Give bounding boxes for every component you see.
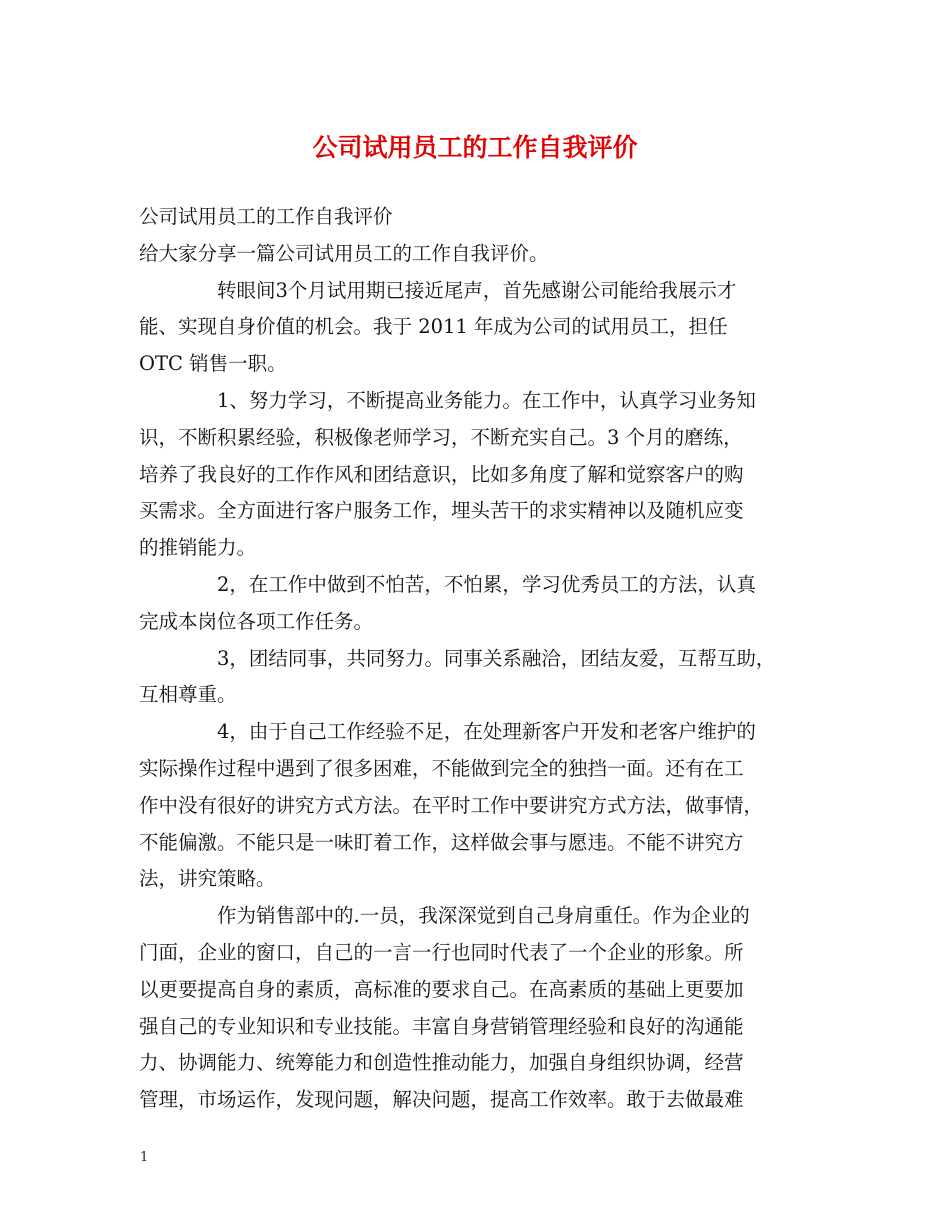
body-line: 完成本岗位各项工作任务。	[139, 609, 374, 633]
body-line: 买需求。全方面进行客户服务工作，埋头苦干的求实精神以及随机应变	[139, 499, 744, 523]
body-line: 力、协调能力、统筹能力和创造性推动能力，加强自身组织协调，经营	[139, 1051, 744, 1075]
body-line: 的推销能力。	[139, 536, 257, 560]
document-body	[139, 199, 819, 1119]
body-line: 互相尊重。	[139, 683, 237, 707]
body-line: 强自己的专业知识和专业技能。丰富自身营销管理经验和良好的沟通能	[139, 1014, 744, 1038]
body-line: 作中没有很好的讲究方式方法。在平时工作中要讲究方式方法，做事情，	[139, 793, 764, 817]
body-line: 实际操作过程中遇到了很多困难，不能做到完全的独挡一面。还有在工	[139, 756, 744, 780]
body-line: 给大家分享一篇公司试用员工的工作自我评价。	[139, 241, 549, 265]
body-line: 管理，市场运作，发现问题，解决问题，提高工作效率。敢于去做最难	[139, 1088, 744, 1112]
body-line: 法，讲究策略。	[139, 867, 276, 891]
body-line: 门面，企业的窗口，自己的一言一行也同时代表了一个企业的形象。所	[139, 940, 744, 964]
paragraph-start-line: 4，由于自己工作经验不足，在处理新客户开发和老客户维护的	[217, 720, 756, 744]
body-line: 识，不断积累经验，积极像老师学习，不断充实自己。3 个月的磨练，	[139, 425, 743, 449]
paragraph-start-line: 2，在工作中做到不怕苦，不怕累，学习优秀员工的方法，认真	[217, 572, 756, 596]
document-title: 公司试用员工的工作自我评价	[312, 133, 638, 162]
body-line: 能、实现自身价值的机会。我于 2011 年成为公司的试用员工，担任	[139, 315, 728, 339]
body-line: 公司试用员工的工作自我评价	[139, 205, 393, 228]
page-number: 1	[140, 1150, 149, 1165]
body-line: OTC 销售一职。	[139, 352, 287, 376]
paragraph-start-line: 3，团结同事，共同努力。同事关系融洽，团结友爱，互帮互助，	[217, 646, 776, 670]
paragraph-start-line: 作为销售部中的.一员，我深深觉到自己身肩重任。作为企业的	[217, 904, 750, 928]
body-line: 不能偏激。不能只是一味盯着工作，这样做会事与愿违。不能不讲究方	[139, 830, 744, 854]
body-line: 以更要提高自身的素质，高标准的要求自己。在高素质的基础上更要加	[139, 977, 744, 1001]
body-line: 培养了我良好的工作作风和团结意识，比如多角度了解和觉察客户的购	[139, 462, 744, 486]
paragraph-start-line: 转眼间3个月试用期已接近尾声，首先感谢公司能给我展示才	[217, 278, 737, 302]
paragraph-start-line: 1、努力学习，不断提高业务能力。在工作中，认真学习业务知	[217, 388, 756, 412]
